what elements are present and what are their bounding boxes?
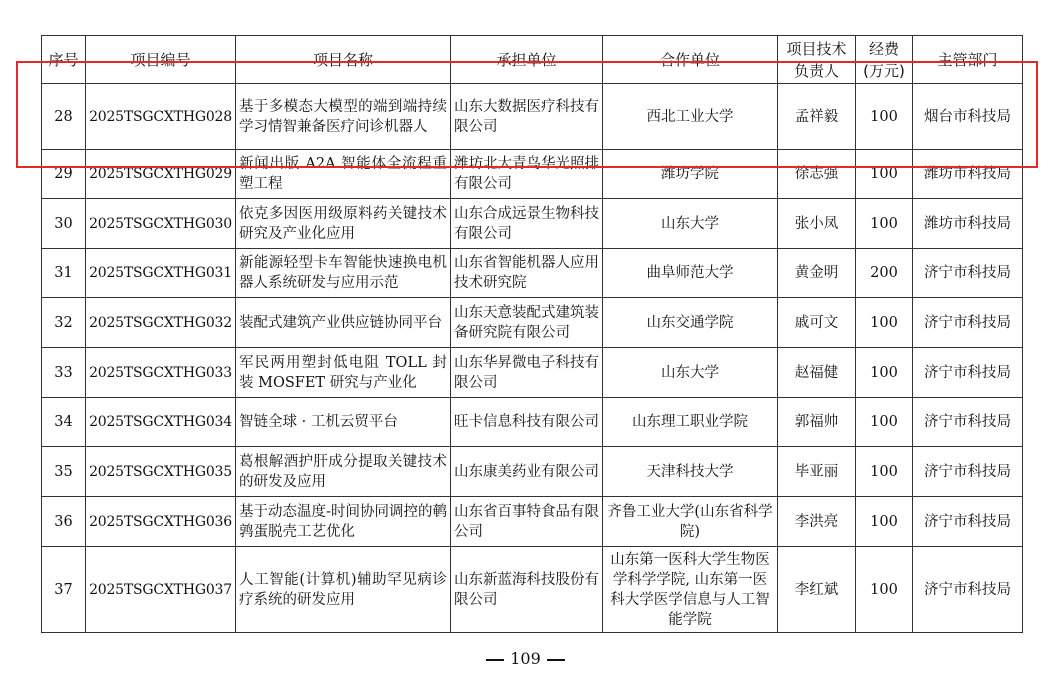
- table-row: [42, 84, 1023, 150]
- row-no: 28: [42, 84, 86, 150]
- table-row: [42, 497, 1023, 547]
- row-code: 2025TSGCXTHG037: [86, 547, 236, 633]
- page-dash-left: [486, 659, 504, 661]
- row-leader: 孟祥毅: [778, 84, 856, 150]
- project-table: [41, 35, 1023, 633]
- row-dept: 济宁市科技局: [913, 547, 1023, 633]
- row-undertaker: 山东康美药业有限公司: [451, 447, 603, 497]
- row-no: 34: [42, 398, 86, 447]
- row-code: 2025TSGCXTHG036: [86, 497, 236, 547]
- row-undertaker: 潍坊北大青鸟华光照排有限公司: [451, 150, 603, 199]
- row-undertaker: 山东华昇微电子科技有限公司: [451, 348, 603, 398]
- row-fund: 100: [856, 84, 913, 150]
- row-leader: 李洪亮: [778, 497, 856, 547]
- row-name: 装配式建筑产业供应链协同平台: [236, 298, 451, 348]
- table-row: [42, 547, 1023, 633]
- row-fund: 100: [856, 497, 913, 547]
- row-fund: 100: [856, 298, 913, 348]
- row-code: 2025TSGCXTHG032: [86, 298, 236, 348]
- row-no: 32: [42, 298, 86, 348]
- row-partner: 齐鲁工业大学(山东省科学院): [603, 497, 778, 547]
- row-name: 基于多模态大模型的端到端持续学习情智兼备医疗问诊机器人: [236, 84, 451, 150]
- row-leader: 赵福健: [778, 348, 856, 398]
- row-partner: 天津科技大学: [603, 447, 778, 497]
- row-dept: 济宁市科技局: [913, 447, 1023, 497]
- header-leader-line1: 项目技术: [786, 39, 847, 58]
- row-no: 36: [42, 497, 86, 547]
- row-fund: 100: [856, 547, 913, 633]
- row-leader: 黄金明: [778, 249, 856, 298]
- header-fund-line2: (万元): [863, 61, 905, 80]
- row-no: 30: [42, 199, 86, 249]
- row-no: 31: [42, 249, 86, 298]
- row-partner: 山东第一医科大学生物医学科学学院, 山东第一医科大学医学信息与人工智能学院: [603, 547, 778, 633]
- row-leader: 李红斌: [778, 547, 856, 633]
- row-fund: 100: [856, 348, 913, 398]
- row-name: 军民两用塑封低电阻 TOLL 封装 MOSFET 研究与产业化: [236, 348, 451, 398]
- table-row: [42, 398, 1023, 447]
- row-dept: 济宁市科技局: [913, 398, 1023, 447]
- table-row: [42, 447, 1023, 497]
- row-code: 2025TSGCXTHG035: [86, 447, 236, 497]
- row-fund: 100: [856, 199, 913, 249]
- row-no: 33: [42, 348, 86, 398]
- row-partner: 山东大学: [603, 348, 778, 398]
- row-dept: 济宁市科技局: [913, 348, 1023, 398]
- row-code: 2025TSGCXTHG034: [86, 398, 236, 447]
- row-fund: 200: [856, 249, 913, 298]
- row-dept: 济宁市科技局: [913, 298, 1023, 348]
- row-dept: 潍坊市科技局: [913, 199, 1023, 249]
- row-leader: 戚可文: [778, 298, 856, 348]
- row-name: 新能源轻型卡车智能快速换电机器人系统研发与应用示范: [236, 249, 451, 298]
- header-no: 序号: [42, 36, 86, 84]
- header-undertaker: 承担单位: [451, 36, 603, 84]
- table-row: [42, 199, 1023, 249]
- row-undertaker: 山东大数据医疗科技有限公司: [451, 84, 603, 150]
- header-code: 项目编号: [86, 36, 236, 84]
- row-undertaker: 山东省智能机器人应用技术研究院: [451, 249, 603, 298]
- row-undertaker: 山东合成远景生物科技有限公司: [451, 199, 603, 249]
- row-partner: 山东大学: [603, 199, 778, 249]
- page-number-text: 109: [510, 649, 541, 668]
- row-code: 2025TSGCXTHG030: [86, 199, 236, 249]
- row-code: 2025TSGCXTHG028: [86, 84, 236, 150]
- header-name: 项目名称: [236, 36, 451, 84]
- table-header-row: [42, 36, 1023, 84]
- table-row: [42, 298, 1023, 348]
- header-leader: [778, 36, 856, 84]
- row-undertaker: 山东省百事特食品有限公司: [451, 497, 603, 547]
- row-partner: 山东理工职业学院: [603, 398, 778, 447]
- table-row: [42, 348, 1023, 398]
- row-undertaker: 山东天意装配式建筑装备研究院有限公司: [451, 298, 603, 348]
- row-name: 葛根解酒护肝成分提取关键技术的研发及应用: [236, 447, 451, 497]
- row-name: 智链全球 · 工机云贸平台: [236, 398, 451, 447]
- row-fund: 100: [856, 398, 913, 447]
- row-partner: 潍坊学院: [603, 150, 778, 199]
- row-fund: 100: [856, 447, 913, 497]
- header-leader-line2: 负责人: [793, 61, 839, 80]
- page-dash-right: [547, 659, 565, 661]
- header-fund-line1: 经费: [868, 39, 899, 58]
- row-fund: 100: [856, 150, 913, 199]
- row-code: 2025TSGCXTHG029: [86, 150, 236, 199]
- row-undertaker: 山东新蓝海科技股份有限公司: [451, 547, 603, 633]
- row-no: 29: [42, 150, 86, 199]
- row-leader: 张小凤: [778, 199, 856, 249]
- row-code: 2025TSGCXTHG031: [86, 249, 236, 298]
- row-undertaker: 旺卡信息科技有限公司: [451, 398, 603, 447]
- row-name: 人工智能(计算机)辅助罕见病诊疗系统的研发应用: [236, 547, 451, 633]
- row-partner: 西北工业大学: [603, 84, 778, 150]
- row-partner: 山东交通学院: [603, 298, 778, 348]
- header-partner: 合作单位: [603, 36, 778, 84]
- row-dept: 济宁市科技局: [913, 249, 1023, 298]
- row-partner: 曲阜师范大学: [603, 249, 778, 298]
- row-name: 依克多因医用级原料药关键技术研究及产业化应用: [236, 199, 451, 249]
- table-row: [42, 249, 1023, 298]
- row-dept: 济宁市科技局: [913, 497, 1023, 547]
- header-fund: [856, 36, 913, 84]
- row-dept: 烟台市科技局: [913, 84, 1023, 150]
- row-code: 2025TSGCXTHG033: [86, 348, 236, 398]
- row-leader: 毕亚丽: [778, 447, 856, 497]
- row-no: 35: [42, 447, 86, 497]
- page-number: [0, 648, 1051, 670]
- header-dept: 主管部门: [913, 36, 1023, 84]
- row-dept: 潍坊市科技局: [913, 150, 1023, 199]
- row-leader: 徐志强: [778, 150, 856, 199]
- row-leader: 郭福帅: [778, 398, 856, 447]
- row-name: 新闻出版 A2A 智能体全流程重塑工程: [236, 150, 451, 199]
- row-name: 基于动态温度-时间协同调控的鹌鹑蛋脱壳工艺优化: [236, 497, 451, 547]
- table-row: [42, 150, 1023, 199]
- row-no: 37: [42, 547, 86, 633]
